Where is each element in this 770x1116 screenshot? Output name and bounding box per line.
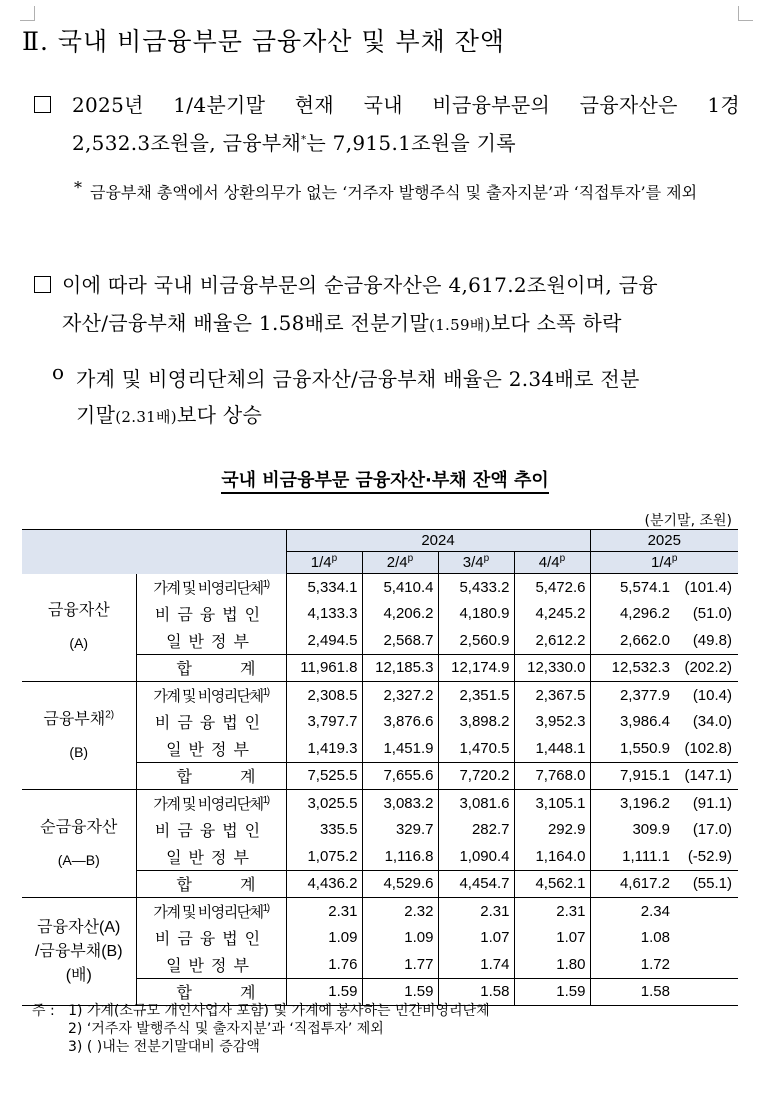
change-cell: (-52.9): [687, 847, 732, 865]
change-cell: (102.8): [684, 739, 732, 757]
change-cell: (10.4): [692, 686, 732, 704]
row-label-household: [136, 682, 286, 709]
page-corner-mark-right: [738, 6, 753, 21]
note-1: 1) 가계(소규모 개인사업자 포함) 및 가계에 봉사하는 민간비영리단체: [68, 1003, 490, 1019]
row-label-text: 가계 및 비영리단체: [153, 579, 263, 597]
table-cell: 335.5: [286, 817, 362, 844]
footnote-star: *: [74, 178, 82, 197]
table-cell: 1,448.1: [514, 735, 590, 762]
row-label-corp: [136, 709, 286, 736]
header-blank: [22, 530, 286, 574]
change-cell: (202.2): [674, 654, 738, 682]
table-cell: 1.76: [286, 951, 362, 978]
paragraph-financial-assets: [72, 86, 740, 162]
table-cell: 5,433.2: [438, 574, 514, 601]
table-cell: 2,351.5: [438, 682, 514, 709]
table-row: [22, 574, 738, 601]
group-label: [22, 898, 136, 1006]
change-cell: (34.0): [692, 713, 732, 731]
row-label-note: 1): [262, 794, 269, 806]
row-label-note: 1): [262, 578, 269, 590]
para2-small: (1.59배): [429, 316, 491, 334]
row-label-text: 가계 및 비영리단체: [153, 903, 263, 921]
table-cell: 1,075.2: [286, 843, 362, 870]
table-cell: 4,454.7: [438, 870, 514, 898]
quarter-label: 2/4: [386, 554, 408, 571]
table-cell: 7,915.1: [590, 762, 674, 790]
para3-line1: 가계 및 비영리단체의 금융자산/금융부채 배율은 2.34배로 전분: [76, 367, 640, 391]
table-cell: 2,494.5: [286, 627, 362, 654]
table-row: [22, 898, 738, 925]
table-cell: 1.58: [590, 978, 674, 1006]
quarter-label: 1/4: [651, 554, 672, 571]
table-cell: 1.07: [438, 925, 514, 952]
row-label-text: 비금융법인: [154, 715, 268, 733]
table-cell: 292.9: [514, 817, 590, 844]
table-cell: 1.59: [514, 978, 590, 1006]
bullet-marker: o: [52, 360, 65, 384]
change-cell: [674, 898, 738, 925]
row-label-household: [136, 574, 286, 601]
row-label-text: 합계: [176, 661, 304, 679]
group-label-line2: (A—B): [57, 851, 100, 868]
table-cell: 4,133.3: [286, 601, 362, 628]
quarter-label: 1/4: [310, 554, 332, 571]
change-cell: (55.1): [674, 870, 738, 898]
table-cell: 1.08: [640, 929, 670, 947]
row-label-corp: [136, 817, 286, 844]
preliminary-mark: p: [407, 553, 414, 564]
group-label-line2: (A): [69, 635, 89, 652]
table-cell: 1.74: [438, 951, 514, 978]
row-label-gov: [136, 843, 286, 870]
group-label: [22, 790, 136, 898]
table-cell: 4,562.1: [514, 870, 590, 898]
row-label-note: 1): [262, 686, 269, 698]
row-label-text: 일반정부: [166, 741, 256, 759]
table-cell: 11,961.8: [286, 654, 362, 682]
group-label-line1: 금융자산(A): [37, 918, 121, 936]
row-label-text: 가계 및 비영리단체: [153, 795, 263, 813]
table-cell: 7,768.0: [514, 762, 590, 790]
table-cell: 3,105.1: [514, 790, 590, 817]
table-cell: 1,419.3: [286, 735, 362, 762]
table-notes: [32, 1002, 490, 1056]
row-label-gov: [136, 735, 286, 762]
header-year-2024: 2024: [286, 530, 590, 552]
change-cell: (51.0): [692, 605, 732, 623]
table-cell: 2,568.7: [362, 627, 438, 654]
row-label-text: 일반정부: [166, 633, 256, 651]
notes-prefix: 주 :: [32, 1003, 55, 1019]
para3-line2b: 보다 상승: [176, 403, 263, 427]
row-label-corp: [136, 601, 286, 628]
table-cell: 2,560.9: [438, 627, 514, 654]
change-cell: (101.4): [684, 578, 732, 596]
row-label-text: 합계: [176, 985, 304, 1003]
preliminary-mark: p: [483, 553, 490, 564]
table-cell: 1.59: [362, 978, 438, 1006]
para1-star-mark: *: [301, 134, 307, 146]
table-cell: 7,525.5: [286, 762, 362, 790]
para2-line2a: 자산/금융부채 배율은 1.58배로 전분기말: [62, 311, 430, 335]
row-label-corp: [136, 925, 286, 952]
para3-small: (2.31배): [115, 408, 177, 426]
row-label-text: 일반정부: [166, 849, 256, 867]
row-label-note: 1): [262, 902, 269, 914]
group-label-note: 2): [105, 709, 115, 721]
header-quarter: [514, 552, 590, 574]
row-label-household: [136, 898, 286, 925]
row-label-total: [136, 762, 304, 790]
table-cell: 1,470.5: [438, 735, 514, 762]
header-quarter: [286, 552, 362, 574]
para1-line2a: 2,532.3조원을, 금융부채: [72, 131, 302, 155]
row-label-text: 비금융법인: [154, 823, 268, 841]
table-cell: 1.09: [286, 925, 362, 952]
para2-line2: [62, 304, 740, 344]
header-quarter: [438, 552, 514, 574]
note-2: 2) ‘거주자 발행주식 및 출자지분’과 ‘직접투자’ 제외: [68, 1021, 384, 1037]
table-cell: 2,327.2: [362, 682, 438, 709]
table-cell: 329.7: [362, 817, 438, 844]
para1-line1: 2025년 1/4분기말 현재 국내 비금융부문의 금융자산은 1경: [72, 93, 740, 117]
table-cell: 1,111.1: [622, 847, 670, 865]
note-3: 3) ( )내는 전분기말대비 증감액: [68, 1039, 260, 1055]
checkbox-square-icon: [34, 96, 51, 113]
preliminary-mark: p: [331, 553, 338, 564]
row-label-text: 비금융법인: [154, 607, 268, 625]
table-cell: 3,797.7: [286, 709, 362, 736]
preliminary-mark: p: [559, 553, 566, 564]
row-label-total: [136, 870, 304, 898]
table-cell: 4,245.2: [514, 601, 590, 628]
row-label-gov: [136, 951, 286, 978]
para3-line2a: 기말: [76, 403, 116, 427]
change-cell: [674, 925, 738, 952]
table-cell: 4,180.9: [438, 601, 514, 628]
table-cell: 3,083.2: [362, 790, 438, 817]
table-cell: 1.72: [640, 955, 670, 973]
preliminary-mark: p: [671, 553, 678, 564]
table-cell: 7,720.2: [438, 762, 514, 790]
para3-line2: [76, 396, 740, 436]
footnote-text: 금융부채 총액에서 상환의무가 없는 ‘거주자 발행주식 및 출자지분’과 ‘직접투자’를 제외: [90, 183, 698, 202]
row-label-gov: [136, 627, 286, 654]
balance-table: [22, 529, 738, 1006]
row-label-text: 합계: [176, 877, 304, 895]
section-title: Ⅱ. 국내 비금융부문 금융자산 및 부채 잔액: [22, 27, 506, 56]
table-cell: 4,296.2: [619, 605, 670, 623]
group-label-line1: 순금융자산: [40, 818, 118, 836]
table-cell: 1.59: [286, 978, 362, 1006]
table-cell: 3,081.6: [438, 790, 514, 817]
table-cell: 5,472.6: [514, 574, 590, 601]
table-cell: 3,898.2: [438, 709, 514, 736]
group-label: [22, 682, 136, 790]
table-cell: 309.9: [632, 821, 670, 839]
table-cell: 1,550.9: [619, 739, 670, 757]
row-label-total: [136, 654, 304, 682]
table-cell: 3,196.2: [619, 794, 670, 812]
table-cell: 2.32: [362, 898, 438, 925]
row-label-text: 일반정부: [166, 957, 256, 975]
change-cell: (49.8): [692, 631, 732, 649]
table-cell: 2,308.5: [286, 682, 362, 709]
header-year-2025: 2025: [590, 530, 738, 552]
para1-line2b: 는 7,915.1조원을 기록: [306, 131, 516, 155]
table-cell: 1.58: [438, 978, 514, 1006]
table-cell: 282.7: [438, 817, 514, 844]
change-cell: [674, 978, 738, 1006]
table-cell: 2.31: [514, 898, 590, 925]
table-cell: 1,451.9: [362, 735, 438, 762]
group-label-line2: /금융부채(B): [34, 942, 123, 960]
table-cell: 5,410.4: [362, 574, 438, 601]
table-cell: 4,617.2: [590, 870, 674, 898]
table-cell: 4,529.6: [362, 870, 438, 898]
change-cell: (147.1): [674, 762, 738, 790]
table-cell: 3,876.6: [362, 709, 438, 736]
table-cell: 4,436.2: [286, 870, 362, 898]
table-cell: 12,330.0: [514, 654, 590, 682]
table-unit: (분기말, 조원): [644, 513, 732, 529]
table-title: 국내 비금융부문 금융자산·부채 잔액 추이: [0, 466, 770, 492]
change-cell: (91.1): [692, 794, 732, 812]
table-cell: 1,116.8: [362, 843, 438, 870]
table-cell: 3,986.4: [619, 713, 670, 731]
group-label-line1: 금융자산: [47, 602, 110, 620]
table-cell: 1,090.4: [438, 843, 514, 870]
table-cell: 5,334.1: [286, 574, 362, 601]
header-quarter: [590, 552, 738, 574]
table-cell: 12,185.3: [362, 654, 438, 682]
table-cell: 2,377.9: [619, 686, 670, 704]
table-cell: 2,367.5: [514, 682, 590, 709]
header-quarter: [362, 552, 438, 574]
quarter-label: 4/4: [538, 554, 560, 571]
group-label-line3: (배): [65, 966, 92, 984]
table-cell: 7,655.6: [362, 762, 438, 790]
page-corner-mark-left: [20, 6, 35, 21]
group-label-line2: (B): [69, 743, 89, 760]
table-cell: 5,574.1: [619, 578, 670, 596]
change-cell: (17.0): [692, 821, 732, 839]
table-cell: 1,164.0: [514, 843, 590, 870]
table-row: [22, 682, 738, 709]
table-row: [22, 790, 738, 817]
row-label-household: [136, 790, 286, 817]
checkbox-square-icon: [34, 276, 51, 293]
table-cell: 2.34: [640, 902, 670, 920]
table-cell: 2.31: [286, 898, 362, 925]
table-cell: 2,662.0: [619, 631, 670, 649]
quarter-label: 3/4: [462, 554, 484, 571]
table-cell: 3,025.5: [286, 790, 362, 817]
table-cell: 1.09: [362, 925, 438, 952]
para2-line1: 이에 따라 국내 비금융부문의 순금융자산은 4,617.2조원이며, 금융: [62, 273, 658, 297]
table-cell: 1.80: [514, 951, 590, 978]
table-cell: 2,612.2: [514, 627, 590, 654]
table-cell: 3,952.3: [514, 709, 590, 736]
row-label-text: 비금융법인: [154, 931, 268, 949]
group-label: [22, 574, 136, 682]
para2-line2b: 보다 소폭 하락: [490, 311, 622, 335]
row-label-text: 합계: [176, 769, 304, 787]
table-cell: 12,174.9: [438, 654, 514, 682]
row-label-text: 가계 및 비영리단체: [153, 687, 263, 705]
table-cell: 1.07: [514, 925, 590, 952]
table-cell: 4,206.2: [362, 601, 438, 628]
change-cell: [674, 951, 738, 978]
table-cell: 12,532.3: [590, 654, 674, 682]
group-label-line1: 금융부채: [43, 710, 106, 728]
table-cell: 1.77: [362, 951, 438, 978]
table-cell: 2.31: [438, 898, 514, 925]
